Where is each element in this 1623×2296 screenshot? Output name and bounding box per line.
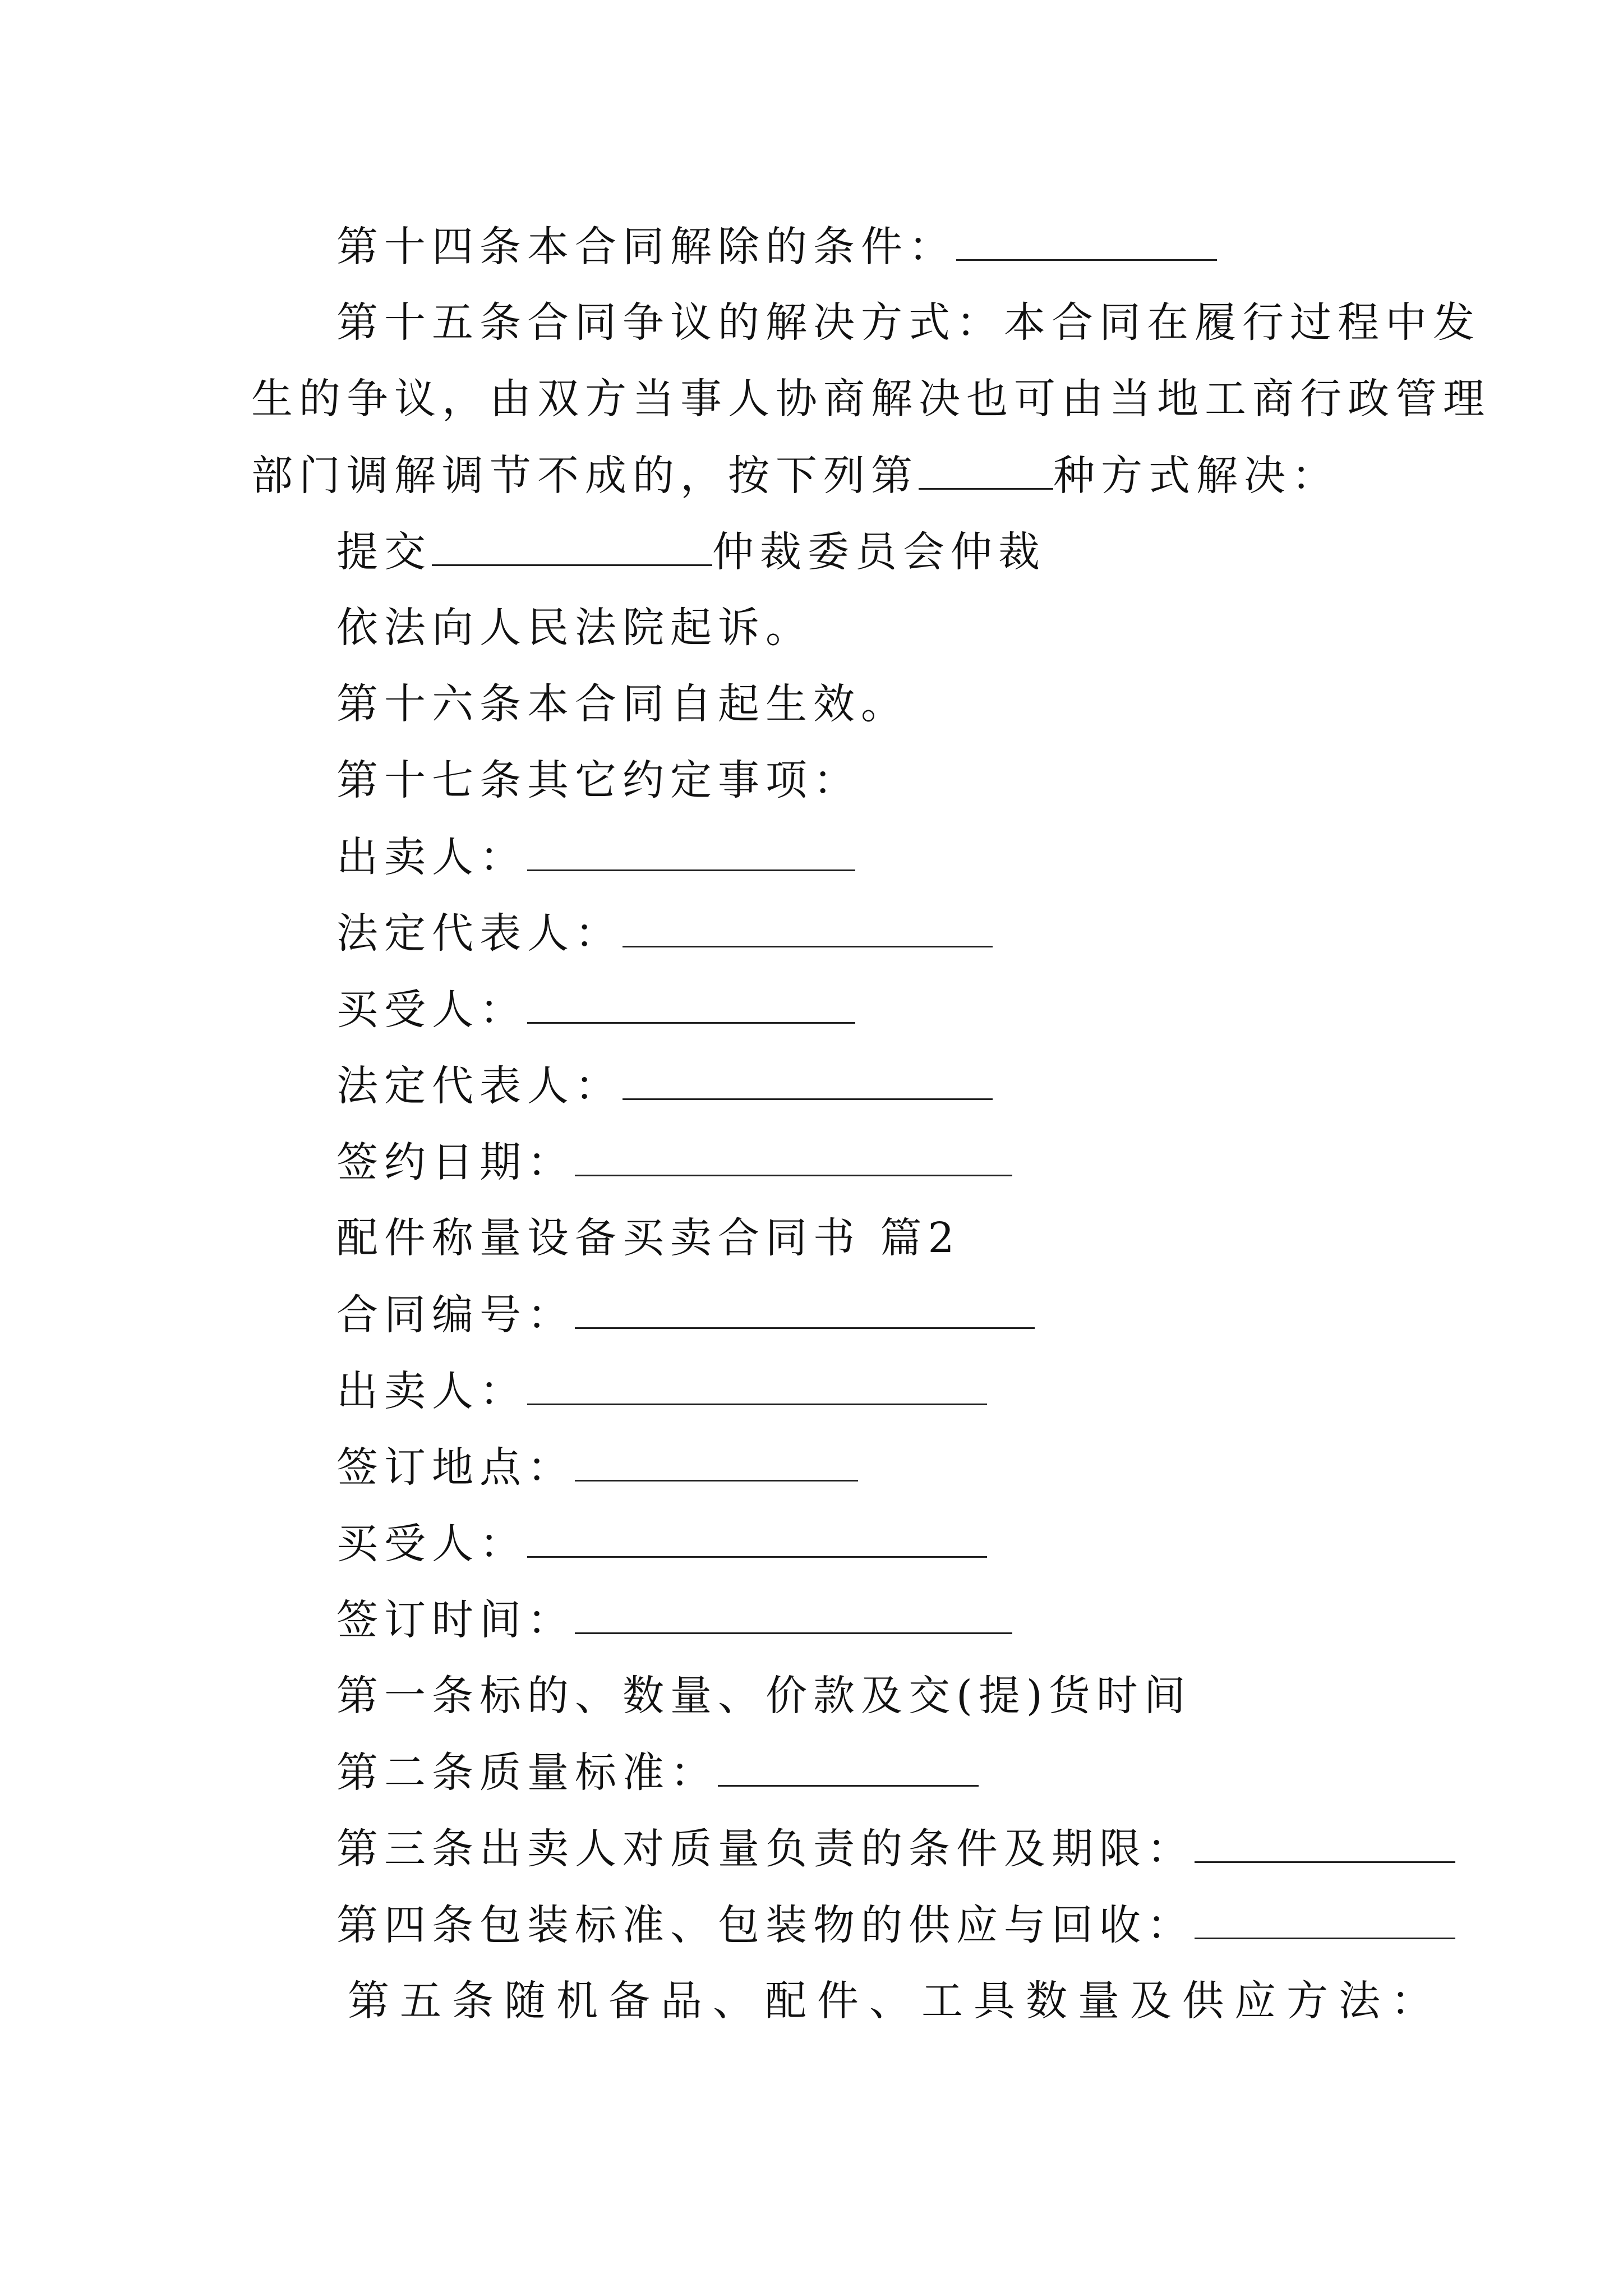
- buyer-blank: [527, 988, 855, 1024]
- signing-place-line: [336, 1443, 858, 1492]
- contract-number-line: [336, 1291, 1035, 1339]
- seller-2-line: [336, 1367, 987, 1415]
- signing-place-blank: [575, 1446, 858, 1481]
- signing-time-blank: [575, 1599, 1012, 1634]
- arbitration-commission-blank: [432, 531, 712, 566]
- article-3-line: [336, 1825, 1455, 1873]
- seller-rep-label: 法定代表人：: [336, 909, 623, 958]
- article-4-text: 第四条包装标准、包装物的供应与回收：: [336, 1901, 1195, 1949]
- article-2-text: 第二条质量标准：: [336, 1749, 718, 1797]
- seller-line: [336, 833, 855, 881]
- packaging-blank: [1195, 1904, 1455, 1939]
- clause-15-text-2: 生的争议，由双方当事人协商解决也可由当地工商行政管理: [251, 375, 1491, 423]
- clause-15-text-3a: 部门调解调节不成的，按下列第: [251, 452, 919, 500]
- clause-15-text-3b: 种方式解决：: [1053, 452, 1339, 500]
- signing-place-label: 签订地点：: [336, 1443, 575, 1492]
- buyer-rep-blank: [623, 1065, 993, 1100]
- buyer-2-label: 买受人：: [336, 1520, 527, 1568]
- quality-standard-blank: [718, 1751, 979, 1787]
- arbitration-line: [336, 528, 1046, 576]
- buyer-2-line: [336, 1520, 987, 1568]
- section-heading: [336, 1214, 961, 1262]
- buyer-line: [336, 986, 855, 1034]
- buyer-rep-line: [336, 1062, 993, 1110]
- termination-conditions-blank: [956, 226, 1217, 261]
- article-1-text: 第一条标的、数量、价款及交(提)货时间: [336, 1672, 1192, 1720]
- seller-label: 出卖人：: [336, 833, 527, 881]
- clause-14-line: [336, 223, 1217, 271]
- buyer-label: 买受人：: [336, 986, 527, 1034]
- seller-rep-blank: [623, 912, 993, 947]
- buyer-2-blank: [527, 1522, 987, 1558]
- signing-date-label: 签约日期：: [336, 1138, 575, 1186]
- signing-date-line: [336, 1138, 1012, 1186]
- seller-blank: [527, 836, 855, 871]
- clause-17-line: [336, 756, 861, 804]
- section-title: 配件称量设备买卖合同书 篇2: [336, 1214, 961, 1262]
- clause-15-continuation-1: [251, 375, 1491, 423]
- quality-terms-blank: [1195, 1828, 1455, 1863]
- seller-2-blank: [527, 1370, 987, 1405]
- arbitration-text-a: 提交: [336, 528, 432, 576]
- clause-14-text: 第十四条本合同解除的条件：: [336, 223, 956, 271]
- clause-16-text: 第十六条本合同自起生效。: [336, 680, 909, 728]
- article-5-line: [348, 1977, 1443, 2025]
- article-4-line: [336, 1901, 1455, 1949]
- signing-date-blank: [575, 1141, 1012, 1176]
- article-2-line: [336, 1749, 979, 1797]
- contract-number-label: 合同编号：: [336, 1291, 575, 1339]
- seller-2-label: 出卖人：: [336, 1367, 527, 1415]
- clause-15-text: 第十五条合同争议的解决方式：本合同在履行过程中发: [336, 298, 1481, 347]
- article-1-line: [336, 1672, 1192, 1720]
- buyer-rep-label: 法定代表人：: [336, 1062, 623, 1110]
- clause-15-line: [336, 298, 1481, 347]
- contract-number-blank: [575, 1294, 1035, 1329]
- lawsuit-text: 依法向人民法院起诉。: [336, 604, 813, 652]
- lawsuit-line: [336, 604, 813, 652]
- article-3-text: 第三条出卖人对质量负责的条件及期限：: [336, 1825, 1195, 1873]
- clause-17-text: 第十七条其它约定事项：: [336, 756, 861, 804]
- resolution-method-blank: [919, 454, 1053, 490]
- arbitration-text-b: 仲裁委员会仲裁: [712, 528, 1046, 576]
- article-5-text: 第五条随机备品、配件、工具数量及供应方法：: [348, 1977, 1443, 2025]
- clause-15-continuation-2: [251, 452, 1339, 500]
- signing-time-line: [336, 1596, 1012, 1644]
- seller-rep-line: [336, 909, 993, 958]
- clause-16-line: [336, 680, 909, 728]
- signing-time-label: 签订时间：: [336, 1596, 575, 1644]
